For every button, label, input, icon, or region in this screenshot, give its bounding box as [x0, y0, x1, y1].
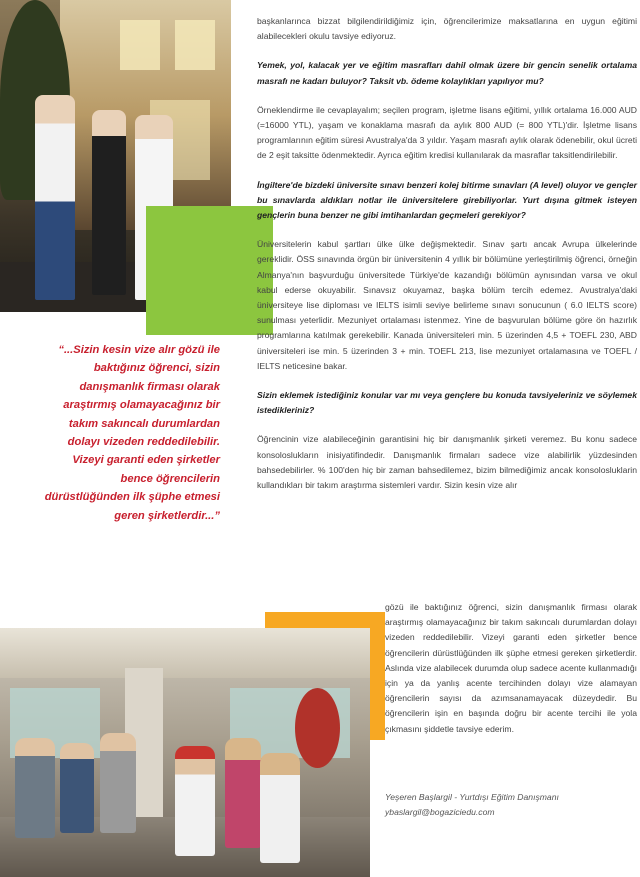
student-figure: [225, 738, 261, 848]
pull-quote: “...Sizin kesin vize alır gözü ile baktığınız öğrenci, sizin danışmanlık firması olarak araştırmış olamayacağınız bir takım sakıncalı durumlardan dolayı vizeden reddedilebilir. Vizeyi garanti eden şirketler bence öğrencilerin dürüstlüğünden ilk şüphe etmesi geren şirketlerdir...”: [44, 344, 220, 522]
student-figure: [100, 733, 136, 833]
student-figure: [15, 738, 55, 838]
intro-paragraph: başkanlarınca bizzat bilgilendirildiğimiz için, öğrencilerimize maksatlarına en uygun eğitimi alabilecekleri okulu tavsiye ediyoruz.: [257, 16, 637, 42]
student-figure: [175, 746, 215, 856]
answer-paragraph: Üniversitelerin kabul şartları ülke ülke değişmektedir. Sınav şartı ancak Avrupa ülkelerinde gereklidir. ÖSS sınavında örgün bir üniversitenin 4 yıllık bir bölümüne yerleştirilmiş öğrenci, örneğin Almanya'nın başvurduğu üniversitede Türkiye'de kazandığı bölümün aynısından varsa ve okul kabul ederse okuyabilir. Sınavsız okuyamaz, başka bölüm tercih edemez. Avustralya'daki üniversiteye lise diploması ve IELTS isimli seviye belirleme sınavı sonucunun ( 6.0 IELTS score) sunulması yeterlidir. Mezuniyet ortalaması istenmez. Yine de başvurulan bölüme göre ön hazırlık programlarına katılmak gerekebilir. Kanada üniversiteleri min. 5 üzerinden 4,5 + TOEFL 230, ABD üniversiteleri ise min. 5 üzerinden 3 + min. TOEFL 213, lise mezuniyet ortalamasına ve TOEFL / IELTS neticesine bakar.: [257, 239, 637, 371]
green-accent-block: [146, 206, 273, 335]
building-window: [175, 20, 215, 70]
student-figure: [35, 95, 75, 300]
author-signature: [385, 790, 637, 820]
building-window: [120, 20, 160, 70]
article-continuation: [385, 600, 637, 737]
student-figure: [92, 110, 126, 295]
student-figure: [60, 743, 94, 833]
article-column: [257, 14, 637, 507]
student-figure: [260, 753, 300, 863]
flower-arrangement: [295, 688, 340, 768]
answer-paragraph: Öğrencinin vize alabileceğinin garantisini hiç bir danışmanlık şirketi veremez. Bu konu sadece konsoloslukların inisiyatifindedir. Danışmanlık firmaları sadece vize alabilirlik yüzdesinden bahsedebilirler. % 100'den hiç bir zaman bahsedilemez, bizim bilmediğimiz ancak konsolosluklarin kullandıkları bir takım araştırma sistemleri vardır. Sizin kesin vize alır: [257, 434, 637, 491]
author-name: Yeşeren Başlargil - Yurtdışı Eğitim Danışmanı: [385, 792, 559, 802]
question-heading: Yemek, yol, kalacak yer ve eğitim masrafları dahil olmak üzere bir gencin senelik ortalama masrafı ne kadarı buluyor? Taksit vb. ödeme kolaylıkları yapılıyor mu?: [257, 60, 637, 86]
continuation-paragraph: gözü ile baktığınız öğrenci, sizin danışmanlık firması olarak araştırmış olamayacağınız bir takım sakıncalı durumlardan dolayı vizeden reddedilebilir. Vizeyi garanti eden şirketler bence öğrencilerin dürüstlüğünden ilk şüphe etmesi gereken şirketlerdir. Aslında vize alabilecek durumda olup sadece acente kullanmadığı için ya da yanlış acente tercihinden dolayı vize alamayan öğrencilerin sayısı da azımsanamayacak düzeydedir. Bu öğrencilerin işin en başında doğru bir acente tercihi ile yola çıkmasını şiddetle tavsiye ederim.: [385, 602, 637, 734]
question-heading: İngiltere'de bizdeki üniversite sınavı benzeri kolej bitirme sınavları (A level) oluyor ve gençler bu sınavlarda aldıkları notlar ile üniversitelere girebiliyorlar. Yurt dışına gitmek isteyen gençlerin buna benzer ne gibi imtihanlardan geçmeleri gerekiyor?: [257, 179, 637, 221]
students-photo-cafeteria: [0, 628, 370, 877]
question-heading: Sizin eklemek istediğiniz konular var mı veya gençlere bu konuda tavsiyeleriniz ve söylemek istedikleriniz?: [257, 390, 637, 416]
answer-paragraph: Örneklendirme ile cevaplayalım; seçilen program, işletme lisans eğitimi, yıllık ortalama 16.000 AUD (=16000 YTL), yaşam ve konaklama masrafı da aylık 800 AUD (= 800 YTL)'dir. İşletme lisans programlarının eğitim süresi Avustralya'da 3 yıldır. Yaşam masrafı aylık olarak ödenebilir, okul ücreti de 2 eşit taksitte ödenmektedir. Ayrıca eğitim kredisi kullanılarak da masraflar taksitlendirilebilir.: [257, 104, 637, 161]
author-email: ybaslargil@bogaziciedu.com: [385, 807, 495, 817]
ceiling: [0, 628, 370, 678]
